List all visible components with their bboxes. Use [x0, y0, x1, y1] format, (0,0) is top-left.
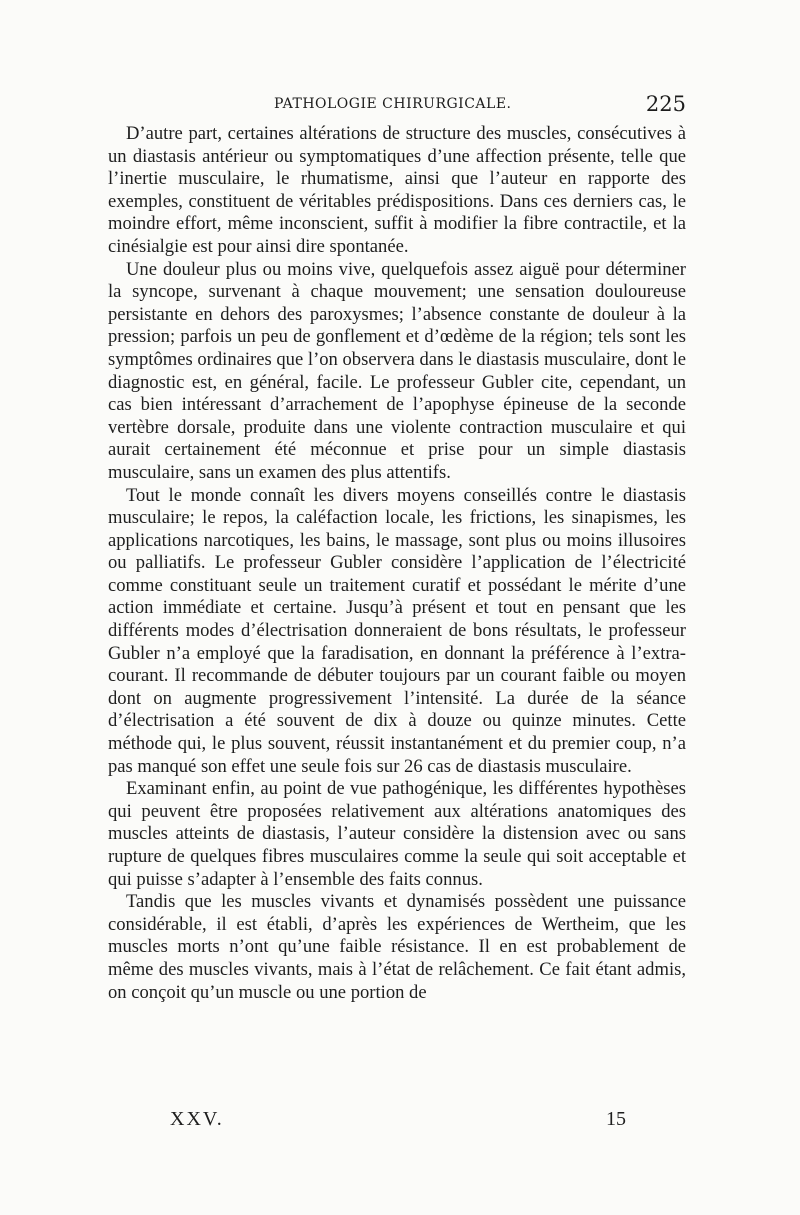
paragraph: Tandis que les muscles vivants et dynamisés possèdent une puissance considérable, il est établi, d’après les expériences de Wertheim, que les muscles morts n’ont qu’une faible résistance. Il en est probablement de même des muscles vivants, mais à l’état de relâchement. Ce fait étant admis, on conçoit qu’un muscle ou une portion de [108, 891, 686, 1003]
paragraph: Une douleur plus ou moins vive, quelquefois assez aiguë pour déterminer la syncope, survenant à chaque mouvement; une sensation douloureuse persistante en dehors des paroxysmes; l’absence constante de douleur à la pression; parfois un peu de gonflement et d’œdème de la région; tels sont les symptômes ordinaires que l’on observera dans le diastasis musculaire, dont le diagnostic est, en général, facile. Le professeur Gubler cite, cependant, un cas bien intéressant d’arrachement de l’apophyse épineuse de la seconde vertèbre dorsale, produite dans une violente contraction musculaire et qui aurait certainement été méconnue et prise pour un simple diastasis musculaire, sans un examen des plus attentifs. [108, 258, 686, 483]
paragraph: Tout le monde connaît les divers moyens conseillés contre le diastasis musculaire; le repos, la caléfaction locale, les frictions, les sinapismes, les applications narcotiques, les bains, le massage, sont plus ou moins illusoires ou palliatifs. Le professeur Gubler considère l’application de l’électricité comme constituant seule un traitement curatif et possédant le mérite d’une action immédiate et certaine. Jusqu’à présent et tout en pensant que les différents modes d’électrisation donneraient de bons résultats, le professeur Gubler n’a employé que la faradisation, en donnant la préférence à l’extra-courant. Il recommande de débuter toujours par un courant faible ou moyen dont on augmente progressivement l’intensité. La durée de la séance d’électrisation a été souvent de dix à douze ou quinze minutes. Cette méthode qui, le plus souvent, réussit instantanément et du premier coup, n’a pas manqué son effet une seule fois sur 26 cas de diastasis musculaire. [108, 484, 686, 777]
page-number: 225 [645, 92, 686, 116]
signature-mark: XXV. [170, 1108, 224, 1130]
paragraph: Examinant enfin, au point de vue pathogénique, les différentes hypothèses qui peuvent être proposées relativement aux altérations anatomiques des muscles atteints de diastasis, l’auteur considère la distension avec ou sans rupture de quelques fibres musculaires comme la seule qui soit acceptable et qui puisse s’adapter à l’ensemble des faits connus. [108, 778, 686, 890]
page-footer [170, 1108, 626, 1138]
running-title: PATHOLOGIE CHIRURGICALE. [274, 96, 512, 112]
paragraph: D’autre part, certaines altérations de structure des muscles, consécutives à un diastasis antérieur ou symptomatiques d’une affection présente, telle que l’inertie musculaire, le rhumatisme, ainsi que l’auteur en rapporte des exemples, constituent de véritables prédispositions. Dans ces derniers cas, le moindre effort, même inconscient, suffit à modifier la fibre contractile, et la cinésialgie est pour ainsi dire spontanée. [108, 123, 686, 257]
body-text [108, 123, 686, 1004]
running-header [108, 94, 686, 120]
sheet-number: 15 [606, 1108, 626, 1130]
